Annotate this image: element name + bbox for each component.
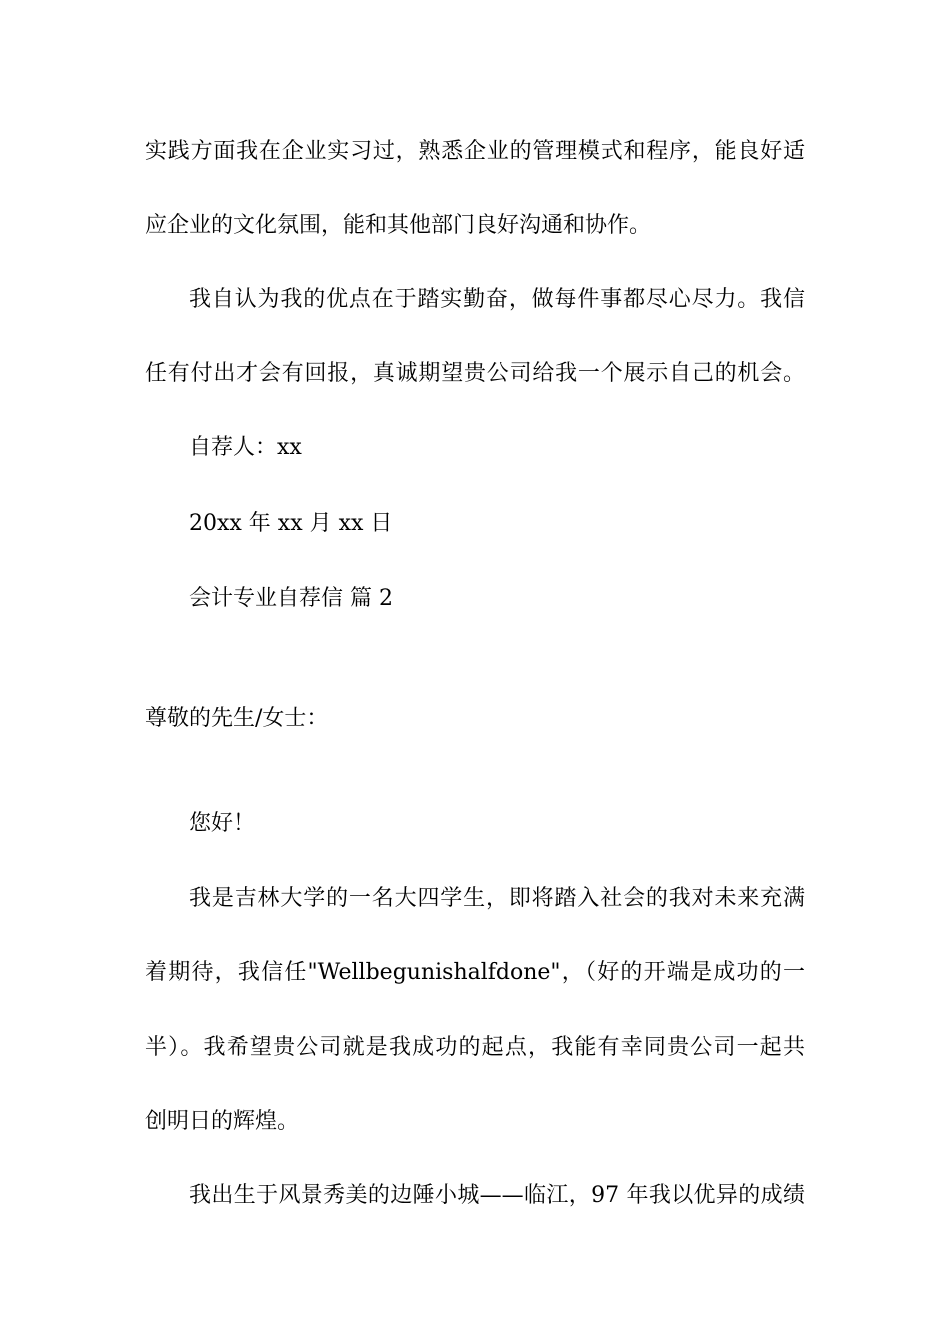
paragraph-line: 任有付出才会有回报，真诚期望贵公司给我一个展示自己的机会。 xyxy=(145,361,805,386)
paragraph-line: 应企业的文化氛围，能和其他部门良好沟通和协作。 xyxy=(145,213,652,238)
salutation: 尊敬的先生/女士： xyxy=(145,706,329,731)
signature-date: 20xx 年 xx 月 xx 日 xyxy=(189,511,393,536)
paragraph-line: 创明日的辉煌。 xyxy=(145,1109,300,1134)
paragraph-line: 着期待，我信任"Wellbegunishalfdone"，（好的开端是成功的一 xyxy=(145,960,805,985)
signature-name: 自荐人：xx xyxy=(189,435,302,460)
paragraph-line: 半）。我希望贵公司就是我成功的起点，我能有幸同贵公司一起共 xyxy=(145,1035,805,1060)
section-title: 会计专业自荐信 篇 2 xyxy=(189,586,393,611)
paragraph-line: 我出生于风景秀美的边陲小城——临江，97 年我以优异的成绩 xyxy=(189,1183,805,1208)
paragraph-line: 我是吉林大学的一名大四学生，即将踏入社会的我对未来充满 xyxy=(189,886,805,911)
paragraph-line: 实践方面我在企业实习过，熟悉企业的管理模式和程序，能良好适 xyxy=(145,139,805,164)
greeting: 您好！ xyxy=(189,811,256,836)
paragraph-line: 我自认为我的优点在于踏实勤奋，做每件事都尽心尽力。我信 xyxy=(189,287,805,312)
